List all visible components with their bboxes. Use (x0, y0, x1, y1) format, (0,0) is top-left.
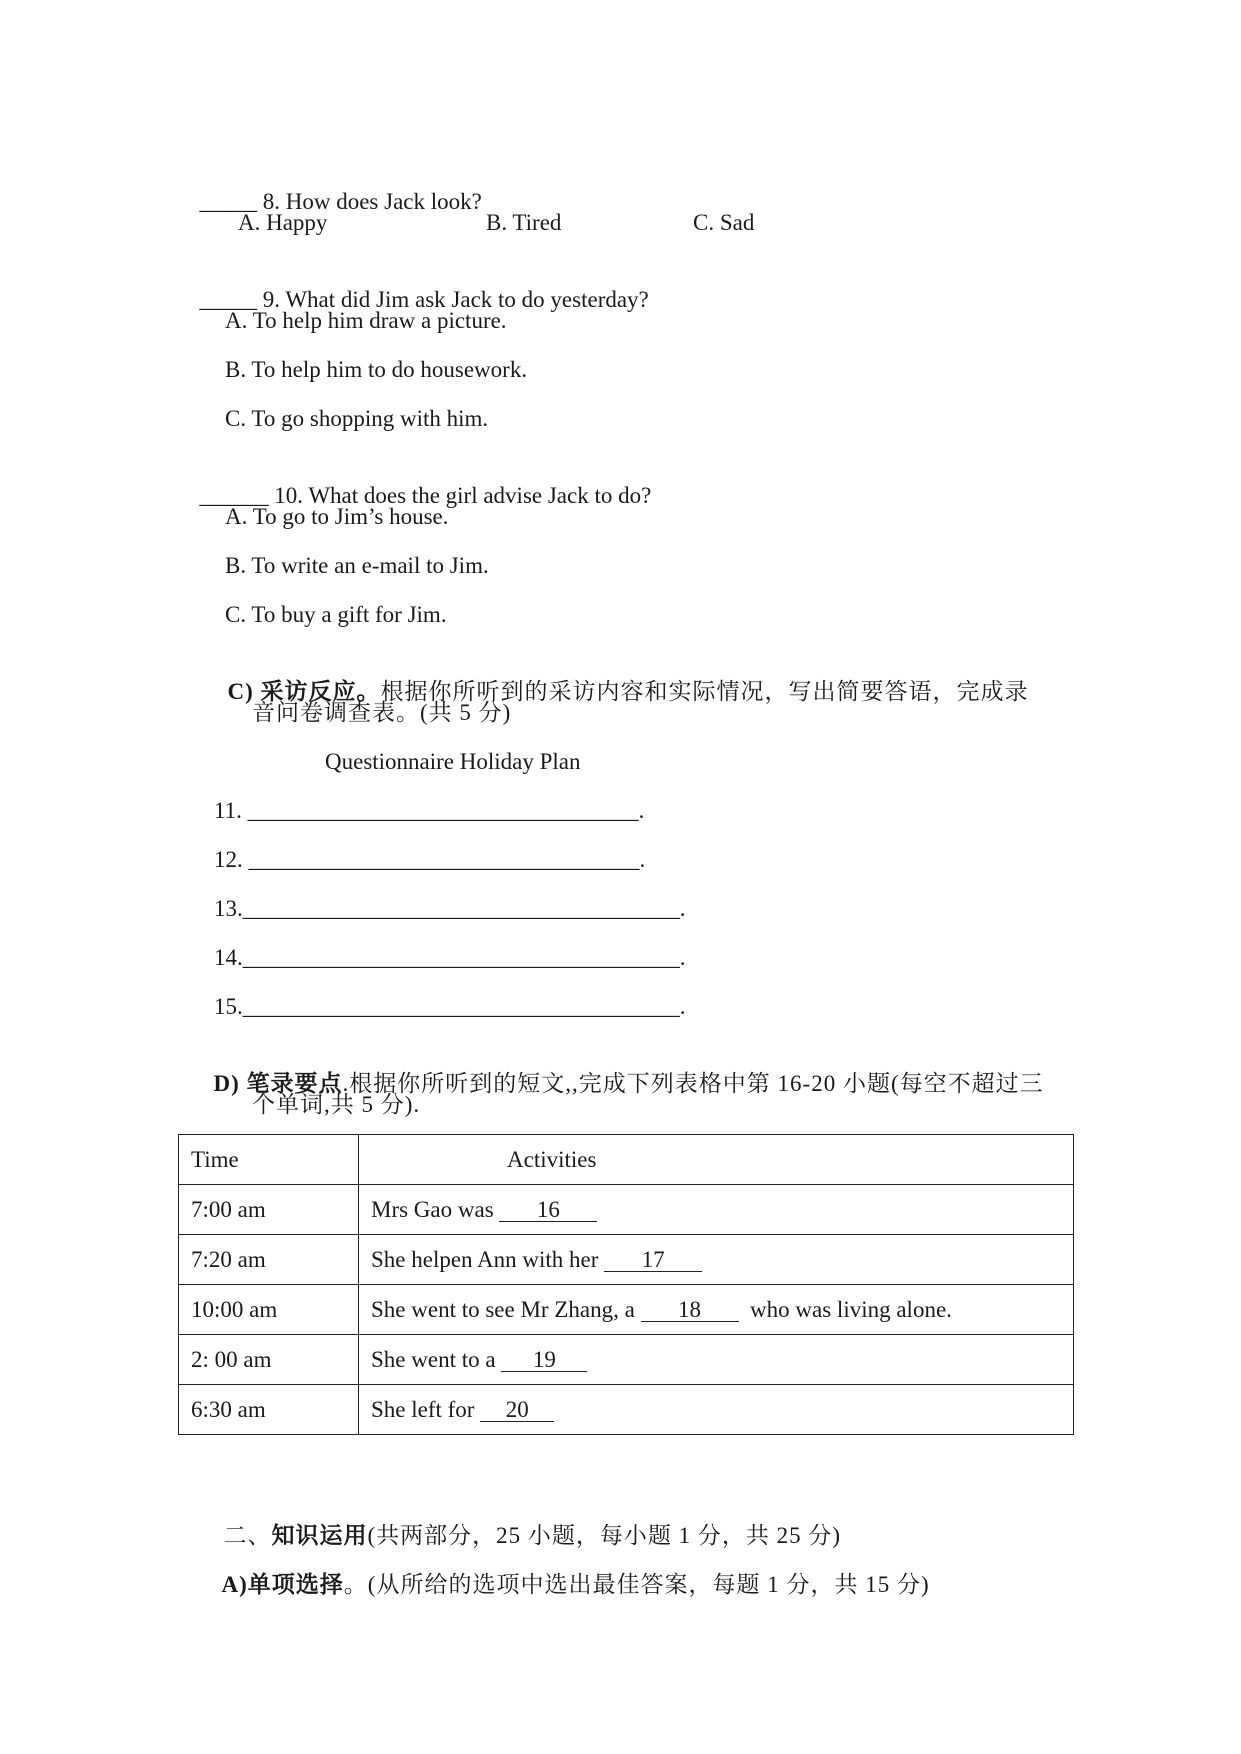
activity-text: Mrs Gao was (371, 1196, 500, 1222)
header-time: Time (179, 1135, 359, 1185)
table-row (179, 1385, 1074, 1435)
option-b: B. To write an e-mail to Jim. (225, 553, 489, 578)
question-8 (188, 160, 482, 216)
answer-line-12[interactable]: 12. __________________________________. (214, 847, 646, 872)
sub-title: 单项选择 (247, 1572, 344, 1597)
heading-title: 知识运用 (271, 1523, 368, 1548)
question-9 (188, 258, 649, 314)
fill-blank-17[interactable]: 17 (604, 1249, 702, 1272)
option-c: C. To buy a gift for Jim. (225, 602, 447, 627)
option-c: C. Sad (693, 210, 755, 235)
option-a: A. Happy (238, 210, 328, 235)
option-a: A. To help him draw a picture. (225, 308, 507, 333)
notes-table (178, 1134, 1074, 1435)
activity-cell (359, 1335, 1074, 1385)
section-instructions: .根据你所听到的短文,,完成下列表格中第 16-20 小题(每空不超过三 (342, 1071, 1044, 1096)
answer-line-14[interactable]: 14.______________________________________. (214, 945, 686, 970)
section-title: 采访反应。 (260, 679, 381, 704)
activity-text: She helpen Ann with her (371, 1246, 605, 1272)
fill-blank-16[interactable]: 16 (499, 1199, 597, 1222)
table-row (179, 1335, 1074, 1385)
fill-blank-19[interactable]: 19 (501, 1349, 587, 1372)
question-stem: 10. What does the girl advise Jack to do? (274, 483, 652, 508)
answer-blank[interactable]: _____ (199, 189, 257, 214)
section-d-heading (200, 1042, 1044, 1098)
activity-cell (359, 1385, 1074, 1435)
section-d-instructions-cont: 个单词,共 5 分). (252, 1092, 421, 1117)
heading-instructions: (共两部分，25 小题，每小题 1 分，共 25 分) (367, 1523, 842, 1548)
time-cell: 10:00 am (179, 1285, 359, 1335)
answer-blank[interactable]: ______ (199, 483, 269, 508)
option-a: A. To go to Jim’s house. (225, 504, 449, 529)
option-b: B. Tired (486, 210, 562, 235)
section-label: D) (213, 1071, 240, 1096)
question-stem: 8. How does Jack look? (262, 189, 482, 214)
answer-blank[interactable]: _____ (199, 287, 257, 312)
table-row (179, 1185, 1074, 1235)
activity-text-after: who was living alone. (738, 1296, 952, 1322)
time-cell: 6:30 am (179, 1385, 359, 1435)
activity-cell (359, 1185, 1074, 1235)
option-c: C. To go shopping with him. (225, 406, 489, 431)
questionnaire-title: Questionnaire Holiday Plan (325, 749, 581, 774)
fill-blank-20[interactable]: 20 (480, 1399, 554, 1422)
sub-label: A) (221, 1572, 248, 1597)
time-cell: 7:20 am (179, 1235, 359, 1285)
time-cell: 7:00 am (179, 1185, 359, 1235)
question-10 (188, 454, 651, 510)
activity-cell (359, 1235, 1074, 1285)
table-header-row (179, 1135, 1074, 1185)
activity-cell (359, 1285, 1074, 1335)
section-label: C) (227, 679, 254, 704)
part-two-subheading (208, 1543, 930, 1599)
time-cell: 2: 00 am (179, 1335, 359, 1385)
table-row (179, 1285, 1074, 1335)
section-c-heading (214, 650, 1029, 706)
activity-text: She left for (371, 1396, 481, 1422)
option-b: B. To help him to do housework. (225, 357, 528, 382)
answer-line-13[interactable]: 13.______________________________________. (214, 896, 686, 921)
question-stem: 9. What did Jim ask Jack to do yesterday? (262, 287, 649, 312)
fill-blank-18[interactable]: 18 (641, 1299, 739, 1322)
activity-text: She went to see Mr Zhang, a (371, 1296, 641, 1322)
section-title: 笔录要点 (246, 1071, 343, 1096)
activity-text: She went to a (371, 1346, 502, 1372)
part-two-heading (210, 1494, 841, 1550)
header-activities: Activities (359, 1135, 1074, 1185)
heading-prefix: 二、 (223, 1523, 272, 1548)
answer-line-15[interactable]: 15.______________________________________. (214, 994, 686, 1019)
answer-line-11[interactable]: 11. __________________________________. (214, 798, 645, 823)
sub-instructions: 。(从所给的选项中选出最佳答案，每题 1 分，共 15 分) (343, 1572, 930, 1597)
section-c-instructions-cont: 音问卷调查表。(共 5 分) (252, 700, 512, 725)
table-row (179, 1235, 1074, 1285)
section-instructions: 根据你所听到的采访内容和实际情况，写出简要答语，完成录 (380, 679, 1029, 704)
